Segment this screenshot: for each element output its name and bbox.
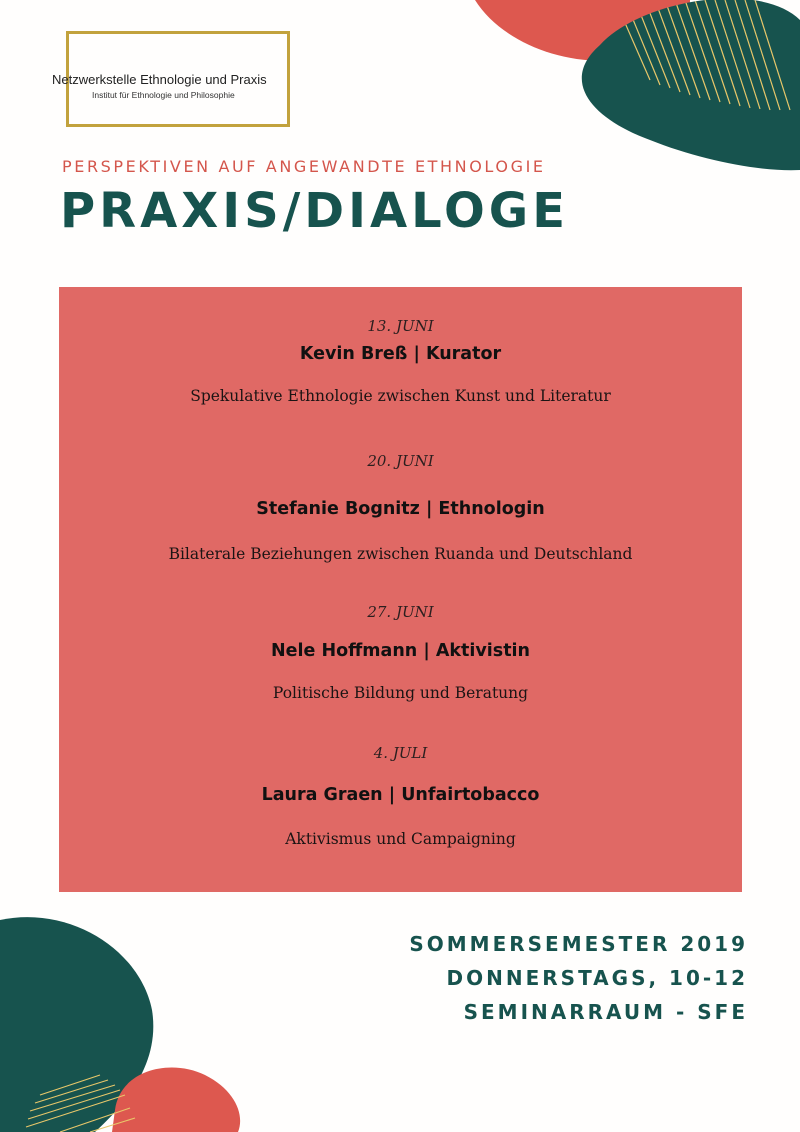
room-info: SEMINARRAUM - SFE [463,1000,748,1024]
semester-info: SOMMERSEMESTER 2019 [409,932,748,956]
event-date: 20. JUNI [367,452,434,470]
series-title: PRAXIS/DIALOGE [60,183,569,239]
event-date: 4. JULI [373,744,428,762]
event-date: 27. JUNI [367,603,434,621]
logo-title: Netzwerkstelle Ethnologie und Praxis [52,72,267,87]
series-kicker: PERSPEKTIVEN AUF ANGEWANDTE ETHNOLOGIE [62,157,546,176]
schedule-info: DONNERSTAGS, 10-12 [446,966,748,990]
program-panel [59,287,742,892]
logo-subtitle: Institut für Ethnologie und Philosophie [92,90,235,100]
event-speaker: Kevin Breß | Kurator [299,344,502,364]
event-topic: Bilaterale Beziehungen zwischen Ruanda und Deutschland [168,545,633,563]
event-speaker: Stefanie Bognitz | Ethnologin [256,499,545,519]
event-speaker: Laura Graen | Unfairtobacco [261,785,540,805]
event-topic: Aktivismus und Campaigning [285,830,516,848]
event-speaker: Nele Hoffmann | Aktivistin [270,641,531,661]
event-topic: Spekulative Ethnologie zwischen Kunst und Literatur [190,387,611,405]
event-date: 13. JUNI [367,317,434,335]
event-topic: Politische Bildung und Beratung [272,684,529,702]
